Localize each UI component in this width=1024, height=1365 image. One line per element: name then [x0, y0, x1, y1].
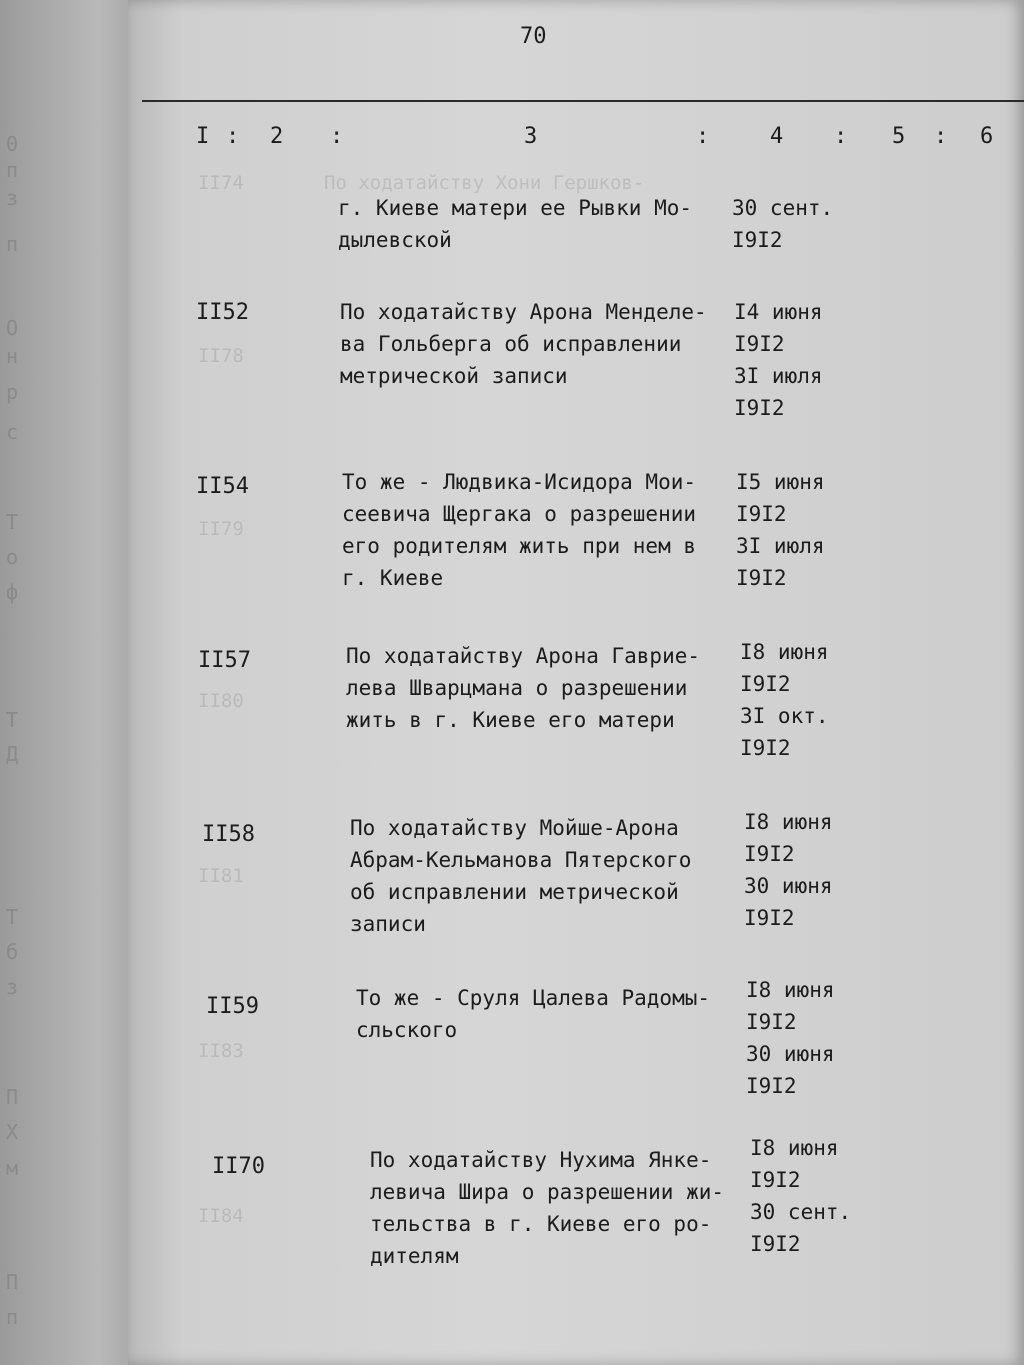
col-separator: : — [330, 124, 344, 149]
facing-page-edge: 0 п з п О н р с Т о ф Т Д Т б з П Х м П п — [0, 0, 140, 1365]
col-separator: : — [934, 124, 948, 149]
entry-description: г. Киеве матери ее Рывки Мо- дылевской — [338, 196, 693, 252]
entry-description: По ходатайству Арона Гаврие- лева Шварцмана о разрешении жить в г. Киеве его матери — [346, 644, 701, 732]
entry-number: II58 — [202, 822, 255, 847]
entry-number: II59 — [206, 994, 259, 1019]
col-2-label: 2 — [270, 124, 284, 149]
entry-number: II70 — [212, 1154, 265, 1179]
entry-number: II57 — [198, 648, 251, 673]
entry-dates: I4 июня I9I2 3I июля I9I2 — [734, 300, 823, 420]
header-rule — [142, 100, 1024, 102]
entry-description: По ходатайству Арона Менделе- ва Гольберга об исправлении метрической записи — [340, 300, 707, 388]
entry-dates: I8 июня I9I2 30 сент. I9I2 — [750, 1136, 852, 1256]
col-5-label: 5 — [892, 124, 906, 149]
col-1-label: I — [196, 124, 210, 149]
page-number: 70 — [520, 24, 547, 49]
entry-description: То же - Сруля Цалева Радомы- сльского — [356, 986, 711, 1042]
entry-description: То же - Людвика-Исидора Мои- сеевича Щергака о разрешении его родителям жить при нем в г. Киеве — [342, 470, 697, 590]
col-3-label: 3 — [524, 124, 538, 149]
entry-dates: I8 июня I9I2 3I окт. I9I2 — [740, 640, 829, 760]
entry-dates: I8 июня I9I2 30 июня I9I2 — [746, 978, 835, 1098]
entry-description: По ходатайству Нухима Янке- левича Шира о разрешении жи- тельства в г. Киеве его ро- дителям — [370, 1148, 725, 1268]
col-separator: : — [696, 124, 710, 149]
entry-number: II54 — [196, 474, 249, 499]
entry-dates: I8 июня I9I2 30 июня I9I2 — [744, 810, 833, 930]
col-4-label: 4 — [770, 124, 784, 149]
col-6-label: 6 — [980, 124, 994, 149]
entry-number: II52 — [196, 300, 249, 325]
col-separator: : — [834, 124, 848, 149]
col-separator: : — [226, 124, 240, 149]
entry-dates: I5 июня I9I2 3I июля I9I2 — [736, 470, 825, 590]
column-header — [128, 124, 1024, 158]
document-page: II74 По ходатайству Хони Гершков- II78 II79 II80 II81 II83 II84 70 I : 2 : 3 : 4 : 5 : 6 г. Киеве матери ее Рывки Мо- дылевской 30 сент. I9I2 II52 По ходатайству Арона Менделе- ва Гольберга об исправлении метрической записи I4 июня I9I2 3I июля I9I2 II54 То же - Людвика-Исидора Мои- сеевича Щергака о разрешении его родителям жить при нем в г. Киеве I5 июня I9I2 3I июля I9I2 II57 По ходатайству Арона Гаврие- лева Шварцмана о разрешении жить в г. Киеве его матери I8 июня I9I2 3I окт. I9I2 II58 По ходатайству Мойше-Арона Абрам-Кельманова Пятерского об исправлении метрической записи I8 июня I9I2 30 июня I9I2 II59 То же - Сруля Цалева Радомы- сльского I8 июня I9I2 30 июня I9I2 II70 По ходатайству Нухима Янке- левича Шира о разрешении жи- тельства в г. Киеве его ро- дителям I8 июня I9I2 30 сент. I9I2 — [128, 0, 1024, 1365]
entry-description: По ходатайству Мойше-Арона Абрам-Кельманова Пятерского об исправлении метрической записи — [350, 816, 692, 936]
entry-dates: 30 сент. I9I2 — [732, 196, 834, 252]
